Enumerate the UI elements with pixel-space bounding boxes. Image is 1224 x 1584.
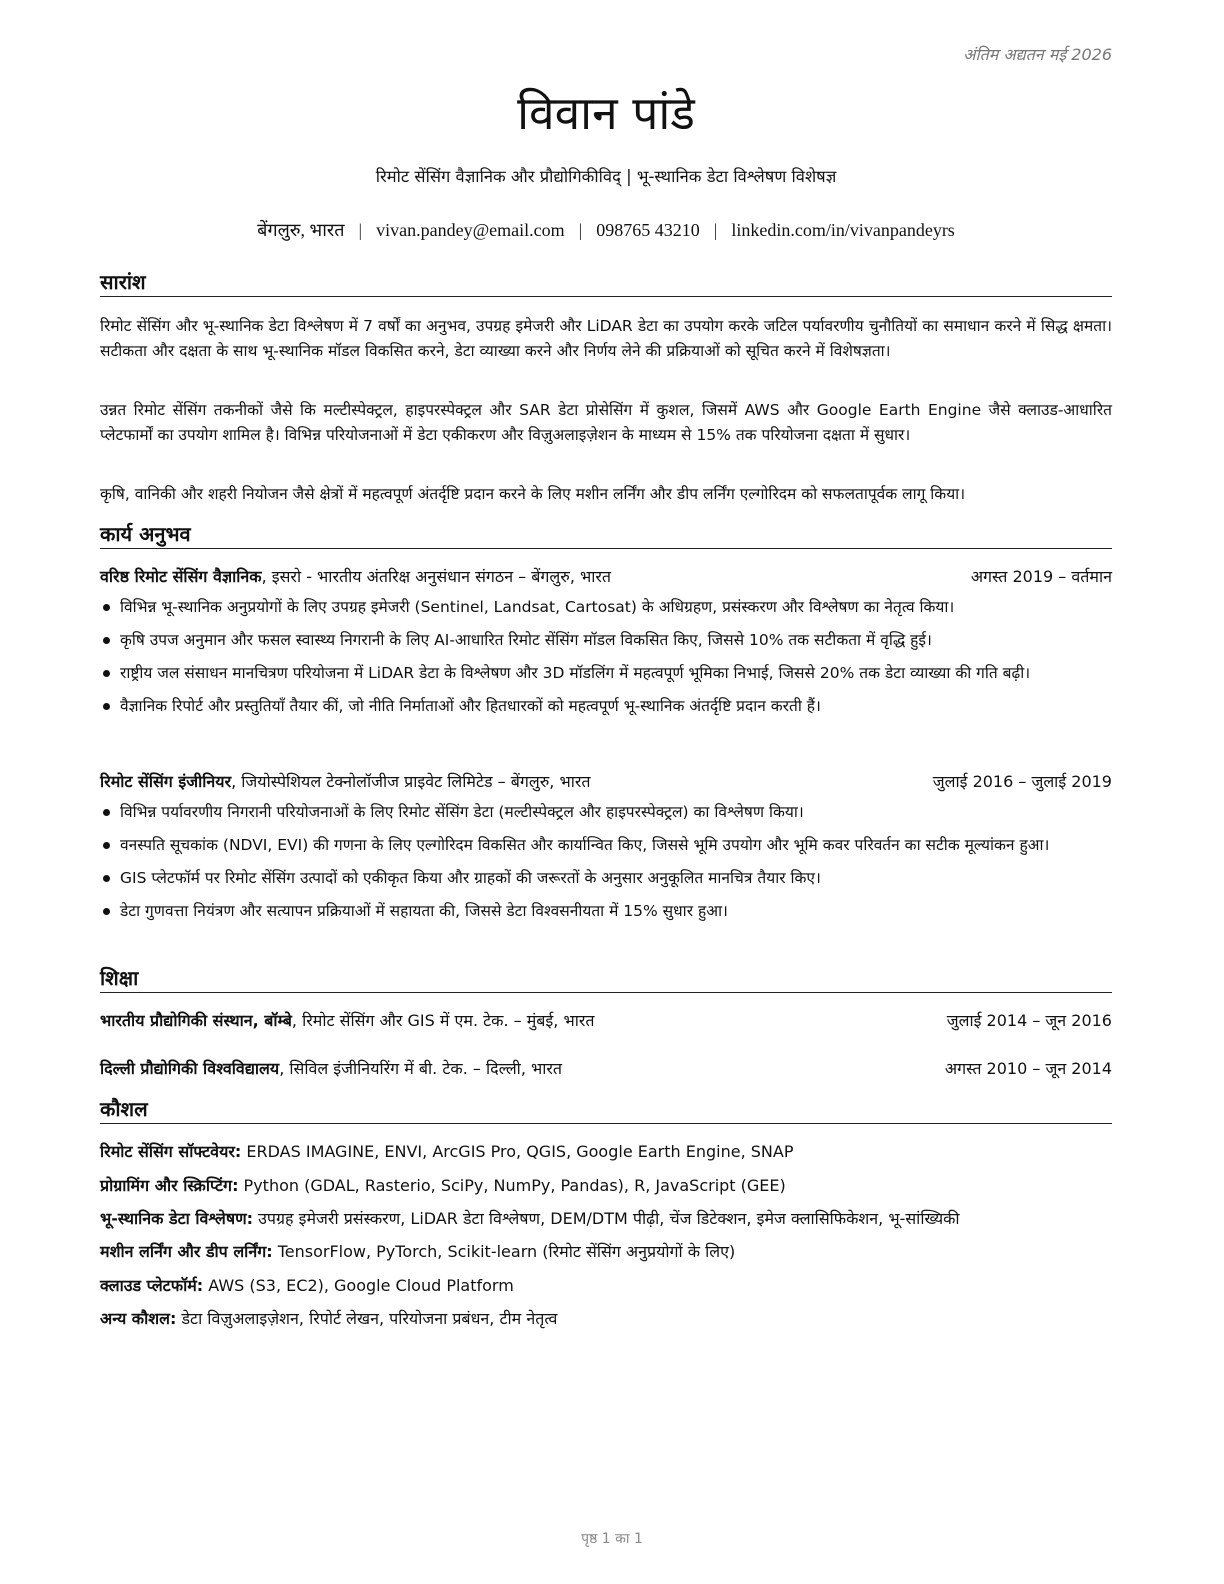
- list-item: विभिन्न पर्यावरणीय निगरानी परियोजनाओं के लिए रिमोट सेंसिंग डेटा (मल्टीस्पेक्ट्रल और हाइपरस्पेक्ट्रल) का विश्लेषण किया।: [100, 800, 1112, 824]
- list-item: GIS प्लेटफॉर्म पर रिमोट सेंसिंग उत्पादों को एकीकृत किया और ग्राहकों की जरूरतों के अनुसार अनुकूलित मानचित्र तैयार किए।: [100, 866, 1112, 890]
- skill-value: डेटा विज़ुअलाइज़ेशन, रिपोर्ट लेखन, परियोजना प्रबंधन, टीम नेतृत्व: [176, 1309, 558, 1328]
- job-role: वरिष्ठ रिमोट सेंसिंग वैज्ञानिक: [100, 567, 262, 586]
- skill-value: उपग्रह इमेजरी प्रसंस्करण, LiDAR डेटा विश्लेषण, DEM/DTM पीढ़ी, चेंज डिटेक्शन, इमेज क्लासिफिकेशन, भू-सांख्यिकी: [253, 1209, 960, 1228]
- list-item: वनस्पति सूचकांक (NDVI, EVI) की गणना के लिए एल्गोरिदम विकसित और कार्यान्वित किए, जिससे भूमि उपयोग और भूमि कवर परिवर्तन का सटीक मूल्यांकन हुआ।: [100, 833, 1112, 857]
- job-header: [100, 565, 1112, 589]
- skill-row: [100, 1240, 1112, 1264]
- job-bullets: [100, 800, 1112, 932]
- skill-row: [100, 1307, 1112, 1331]
- skill-row: [100, 1174, 1112, 1198]
- job-org: , इसरो - भारतीय अंतरिक्ष अनुसंधान संगठन – बेंगलुरु, भारत: [261, 567, 612, 586]
- education-detail: , सिविल इंजीनियरिंग में बी. टेक. – दिल्ली, भारत: [279, 1059, 563, 1078]
- candidate-headline: रिमोट सेंसिंग वैज्ञानिक और प्रौद्योगिकीविद् | भू-स्थानिक डेटा विश्लेषण विशेषज्ञ: [375, 167, 837, 186]
- education-dates: अगस्त 2010 – जून 2014: [944, 1059, 1112, 1078]
- education-school: दिल्ली प्रौद्योगिकी विश्वविद्यालय: [100, 1059, 280, 1078]
- skill-row: [100, 1274, 1112, 1298]
- education-detail: , रिमोट सेंसिंग और GIS में एम. टेक. – मुंबई, भारत: [291, 1011, 595, 1030]
- job-bullets: [100, 595, 1112, 727]
- skill-label: अन्य कौशल:: [100, 1309, 177, 1328]
- contact-linkedin[interactable]: linkedin.com/in/vivanpandeyrs: [731, 220, 955, 240]
- skill-label: क्लाउड प्लेटफॉर्म:: [100, 1276, 204, 1295]
- contact-line: [100, 218, 1112, 242]
- last-updated: अंतिम अद्यतन मई 2026: [963, 45, 1112, 64]
- skill-label: मशीन लर्निंग और डीप लर्निंग:: [100, 1242, 273, 1261]
- contact-separator: |: [358, 220, 363, 240]
- list-item: कृषि उपज अनुमान और फसल स्वास्थ्य निगरानी के लिए AI-आधारित रिमोट सेंसिंग मॉडल विकसित किए, जिससे 10% तक सटीकता में वृद्धि हुई।: [100, 628, 1112, 652]
- list-item: डेटा गुणवत्ता नियंत्रण और सत्यापन प्रक्रियाओं में सहायता की, जिससे डेटा विश्वसनीयता में 15% सुधार हुआ।: [100, 899, 1112, 923]
- skill-value: Python (GDAL, Rasterio, SciPy, NumPy, Pandas), R, JavaScript (GEE): [238, 1176, 786, 1195]
- skill-row: [100, 1207, 1112, 1231]
- section-title-education: शिक्षा: [100, 966, 1112, 993]
- skill-value: ERDAS IMAGINE, ENVI, ArcGIS Pro, QGIS, Google Earth Engine, SNAP: [241, 1142, 794, 1161]
- summary-paragraph: कृषि, वानिकी और शहरी नियोजन जैसे क्षेत्रों में महत्वपूर्ण अंतर्दृष्टि प्रदान करने के लिए मशीन लर्निंग और डीप लर्निंग एल्गोरिदम को सफलतापूर्वक लागू किया।: [100, 485, 966, 503]
- education-dates: जुलाई 2014 – जून 2016: [946, 1011, 1112, 1030]
- resume-page: [100, 0, 1112, 1584]
- skill-value: AWS (S3, EC2), Google Cloud Platform: [203, 1276, 514, 1295]
- contact-separator: |: [578, 220, 583, 240]
- skill-label: रिमोट सेंसिंग सॉफ्टवेयर:: [100, 1142, 242, 1161]
- section-title-skills: कौशल: [100, 1097, 1112, 1124]
- section-title-summary: सारांश: [100, 270, 1112, 297]
- education-entry: [100, 1057, 1112, 1081]
- contact-location: बेंगलुरु, भारत: [257, 220, 345, 240]
- education-school: भारतीय प्रौद्योगिकी संस्थान, बॉम्बे: [100, 1011, 292, 1030]
- list-item: राष्ट्रीय जल संसाधन मानचित्रण परियोजना में LiDAR डेटा के विश्लेषण और 3D मॉडलिंग में महत्वपूर्ण भूमिका निभाई, जिससे 20% तक डेटा व्याख्या की गति बढ़ी।: [100, 661, 1112, 685]
- education-entry: [100, 1009, 1112, 1033]
- contact-phone: 098765 43210: [596, 220, 700, 240]
- list-item: विभिन्न भू-स्थानिक अनुप्रयोगों के लिए उपग्रह इमेजरी (Sentinel, Landsat, Cartosat) के अधिग्रहण, प्रसंस्करण और विश्लेषण का नेतृत्व किया।: [100, 595, 1112, 619]
- page-number: पृष्ठ 1 का 1: [581, 1531, 643, 1547]
- summary-paragraph: रिमोट सेंसिंग और भू-स्थानिक डेटा विश्लेषण में 7 वर्षों का अनुभव, उपग्रह इमेजरी और LiDAR डेटा का उपयोग करके जटिल पर्यावरणीय चुनौतियों का समाधान करने में सिद्ध क्षमता। सटीकता और दक्षता के साथ भू-स्थानिक मॉडल विकसित करने, डेटा व्याख्या करने और निर्णय लेने की प्रक्रियाओं को सूचित करने में विशेषज्ञता।: [100, 317, 1112, 360]
- job-org: , जियोस्पेशियल टेक्नोलॉजीज प्राइवेट लिमिटेड – बेंगलुरु, भारत: [231, 772, 591, 791]
- skill-label: भू-स्थानिक डेटा विश्लेषण:: [100, 1209, 254, 1228]
- contact-email[interactable]: vivan.pandey@email.com: [376, 220, 565, 240]
- list-item: वैज्ञानिक रिपोर्ट और प्रस्तुतियाँ तैयार कीं, जो नीति निर्माताओं और हितधारकों को महत्वपूर्ण भू-स्थानिक अंतर्दृष्टि प्रदान करती हैं।: [100, 694, 1112, 718]
- candidate-name: विवान पांडे: [517, 86, 695, 140]
- job-role: रिमोट सेंसिंग इंजीनियर: [100, 772, 232, 791]
- skill-value: TensorFlow, PyTorch, Scikit-learn (रिमोट सेंसिंग अनुप्रयोगों के लिए): [272, 1242, 736, 1261]
- contact-separator: |: [713, 220, 718, 240]
- job-dates: अगस्त 2019 – वर्तमान: [970, 567, 1112, 586]
- job-dates: जुलाई 2016 – जुलाई 2019: [932, 772, 1112, 791]
- section-title-experience: कार्य अनुभव: [100, 522, 1112, 549]
- job-header: [100, 770, 1112, 794]
- summary-paragraph: उन्नत रिमोट सेंसिंग तकनीकों जैसे कि मल्टीस्पेक्ट्रल, हाइपरस्पेक्ट्रल और SAR डेटा प्रोसेसिंग में कुशल, जिसमें AWS और Google Earth Engine जैसे क्लाउड-आधारित प्लेटफार्मों का उपयोग शामिल है। विभिन्न परियोजनाओं में डेटा एकीकरण और विज़ुअलाइज़ेशन के माध्यम से 15% तक परियोजना दक्षता में सुधार।: [100, 401, 1112, 444]
- skill-row: [100, 1140, 1112, 1164]
- skill-label: प्रोग्रामिंग और स्क्रिप्टिंग:: [100, 1176, 239, 1195]
